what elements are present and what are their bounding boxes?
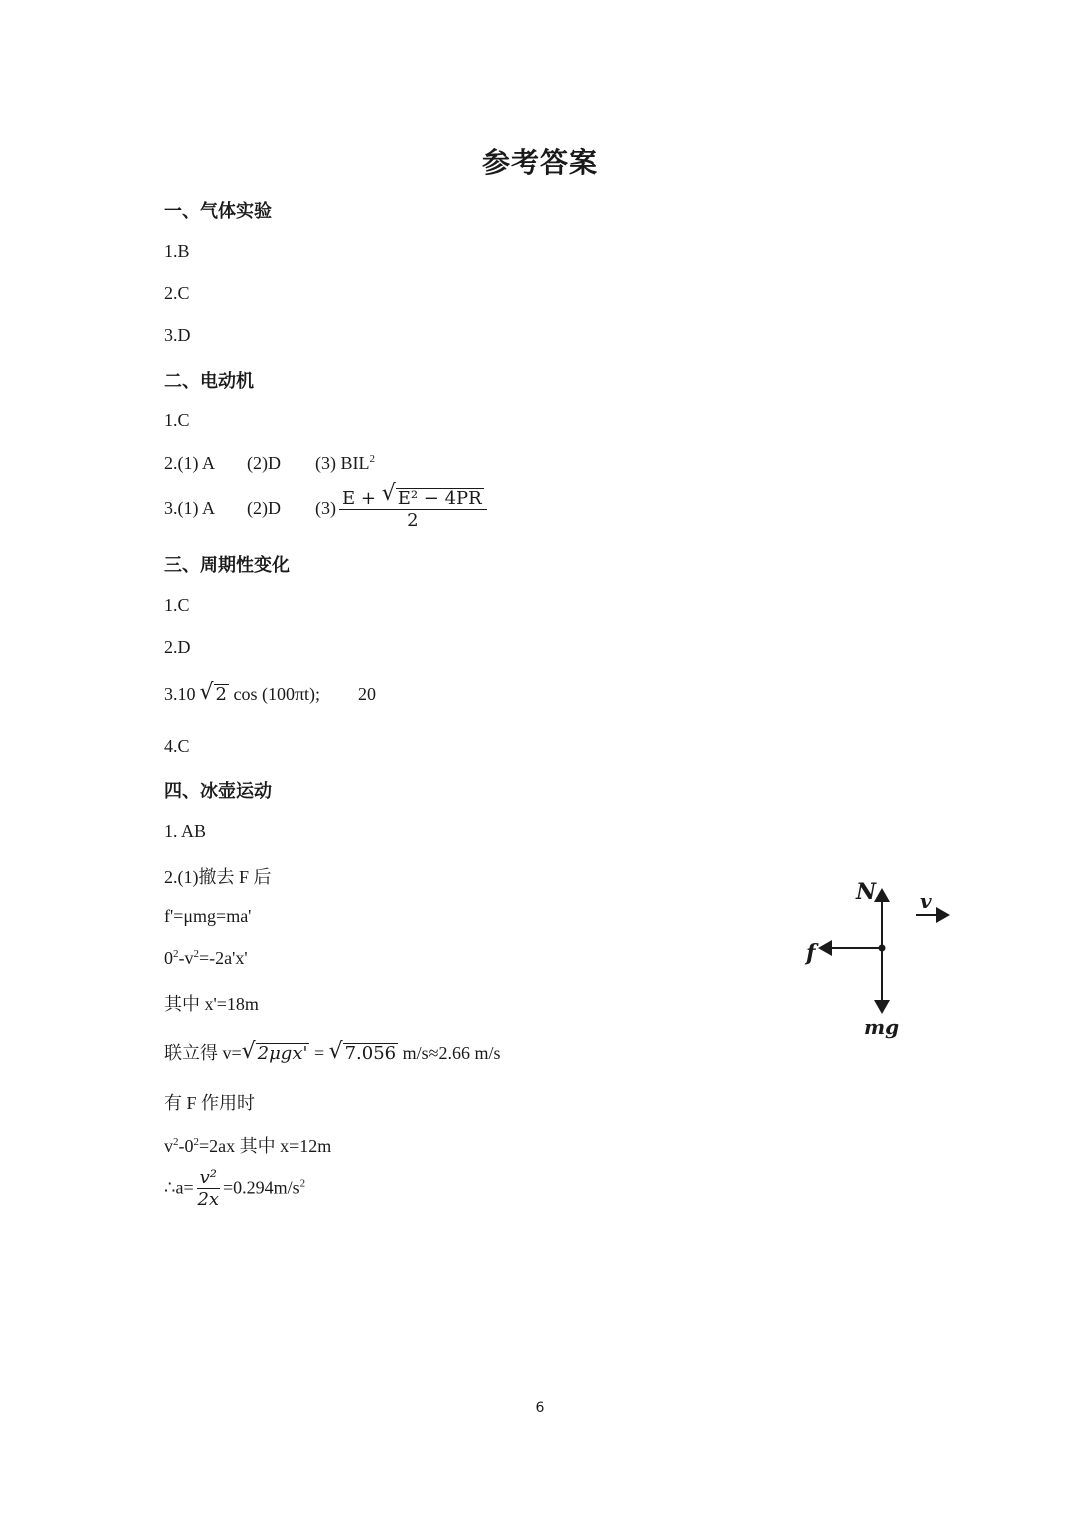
equation-line: 有 F 作用时 bbox=[164, 1093, 256, 1113]
radicand: 2μgx' bbox=[257, 1043, 308, 1064]
fraction-numerator: v² bbox=[197, 1168, 220, 1189]
answer-line: 2.(1)撤去 F 后 bbox=[164, 867, 272, 887]
superscript: 2 bbox=[369, 453, 375, 465]
equation-part: m/s≈2.66 m/s bbox=[402, 1043, 501, 1063]
label-n: N bbox=[856, 879, 877, 905]
equation-line: 其中 x'=18m bbox=[164, 994, 259, 1014]
label-mg: mg bbox=[864, 1015, 900, 1039]
label-f: f bbox=[806, 940, 816, 966]
answer-line: 2.C bbox=[164, 283, 190, 303]
equation-line bbox=[164, 1132, 331, 1158]
answer-line: 1. AB bbox=[164, 821, 207, 841]
radicand: 2 bbox=[215, 684, 227, 705]
equation-part: 0 bbox=[164, 948, 173, 968]
equation-part: 联立得 v= bbox=[164, 1043, 242, 1063]
answer-part: 3.(1) A bbox=[164, 498, 215, 519]
square-root: √ 2μgx' bbox=[241, 1039, 308, 1064]
fraction bbox=[197, 1168, 220, 1211]
answer-line: 1.C bbox=[164, 595, 190, 615]
section-heading-gas-experiment: 一、气体实验 bbox=[164, 201, 272, 222]
equation-line: f'=μmg=ma' bbox=[164, 906, 252, 926]
equation-part: -0 bbox=[178, 1136, 194, 1156]
section-heading-periodic-change: 三、周期性变化 bbox=[164, 555, 290, 576]
section-heading-curling: 四、冰壶运动 bbox=[164, 781, 272, 802]
section-heading-motor: 二、电动机 bbox=[164, 371, 254, 392]
fraction-denominator: 2x bbox=[197, 1189, 220, 1210]
answer-part: 2.(1) A bbox=[164, 453, 215, 473]
answer-part: cos (100πt); bbox=[233, 684, 321, 704]
answer-part: (3) BIL bbox=[315, 453, 370, 473]
radicand: 7.056 bbox=[344, 1043, 397, 1064]
fraction-numerator: E + bbox=[342, 488, 376, 509]
equation-part: =2ax 其中 x=12m bbox=[199, 1136, 332, 1156]
fraction-denominator: 2 bbox=[407, 510, 419, 531]
equation-line bbox=[164, 1039, 501, 1065]
answer-part: (3) bbox=[315, 498, 336, 519]
equation-part: = bbox=[313, 1043, 325, 1063]
equation-line bbox=[164, 948, 248, 969]
radicand: E² − 4PR bbox=[397, 488, 482, 509]
answer-line: 1.B bbox=[164, 241, 190, 261]
answer-part: 3.10 bbox=[164, 684, 196, 704]
fraction bbox=[339, 481, 487, 532]
superscript: 2 bbox=[173, 1136, 179, 1148]
page-title: 参考答案 bbox=[481, 146, 598, 179]
answer-part: (2)D bbox=[247, 498, 281, 519]
superscript: 2 bbox=[299, 1177, 306, 1190]
answer-part: (2)D bbox=[247, 453, 281, 473]
superscript: 2 bbox=[193, 1136, 199, 1148]
answer-line: 1.C bbox=[164, 410, 190, 430]
equation-line bbox=[164, 1168, 305, 1211]
answer-line-multipart bbox=[164, 481, 490, 532]
answer-line: 4.C bbox=[164, 736, 190, 756]
equation-part: v bbox=[164, 1136, 173, 1156]
square-root: √ E² − 4PR bbox=[381, 481, 482, 509]
answer-line: 3.D bbox=[164, 325, 191, 345]
center-point bbox=[879, 945, 886, 952]
answer-part: 20 bbox=[358, 684, 377, 704]
equation-part: -v bbox=[178, 948, 194, 968]
page-number: 6 bbox=[535, 1400, 545, 1416]
answer-line-multipart bbox=[164, 680, 377, 705]
equation-part: =-2a'x' bbox=[199, 948, 248, 968]
square-root: √ 2 bbox=[199, 680, 227, 705]
answer-line-multipart bbox=[164, 453, 375, 474]
superscript: 2 bbox=[173, 948, 179, 960]
equation-part: ∴a= bbox=[164, 1177, 194, 1198]
equation-part: =0.294m/s bbox=[222, 1177, 300, 1198]
label-v: v bbox=[920, 889, 932, 913]
free-body-diagram bbox=[798, 872, 963, 1042]
superscript: 2 bbox=[193, 948, 199, 960]
answer-line: 2.D bbox=[164, 637, 191, 657]
square-root: √ 7.056 bbox=[328, 1039, 397, 1064]
